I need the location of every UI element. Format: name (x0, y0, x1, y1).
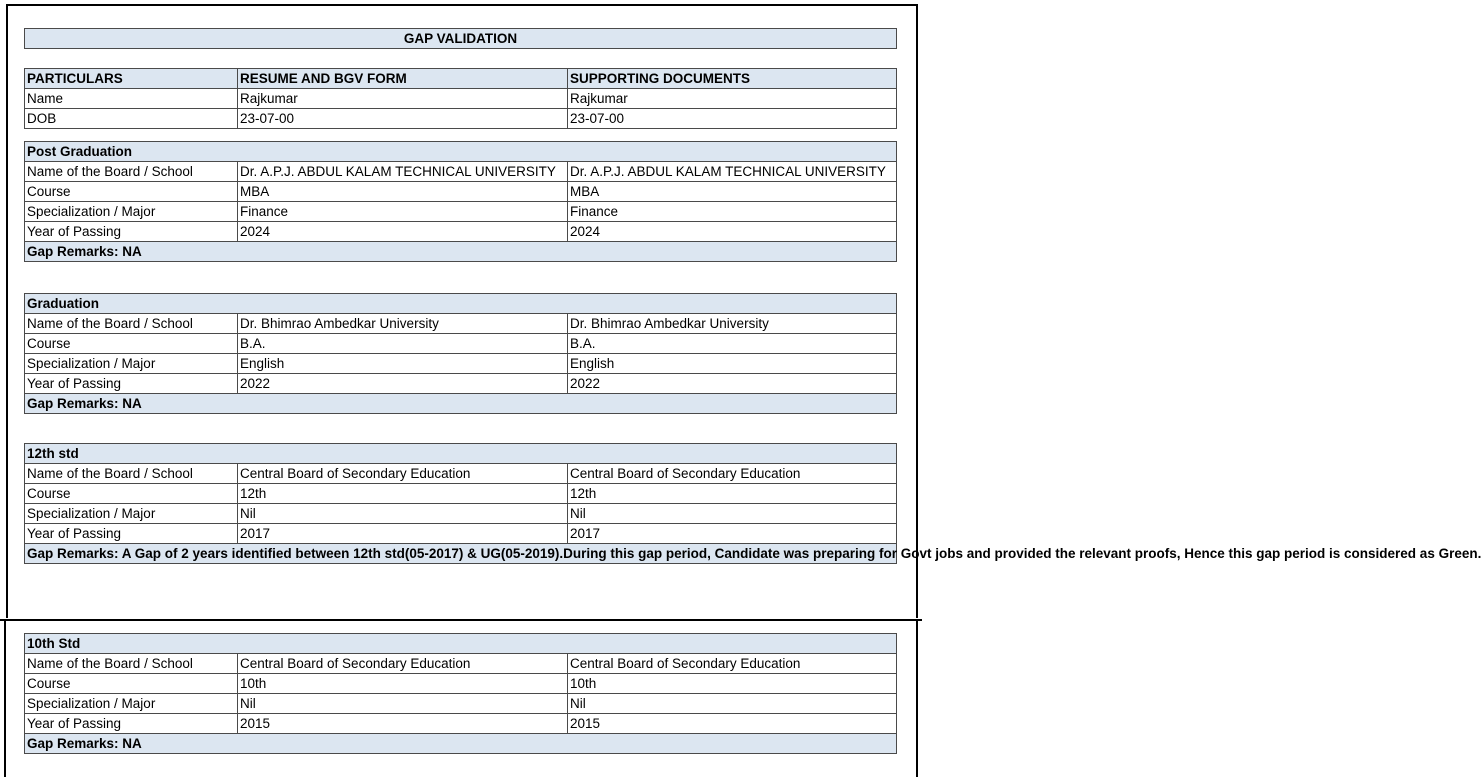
gap-remarks: Gap Remarks: NA (25, 242, 897, 262)
table-row (25, 714, 897, 734)
row-label: Course (25, 674, 238, 694)
resume-value: Central Board of Secondary Education (238, 464, 568, 484)
section-heading: 10th Std (25, 634, 897, 654)
supporting-value: 2017 (568, 524, 897, 544)
table-row (25, 89, 897, 109)
row-label: Name of the Board / School (25, 464, 238, 484)
resume-value: 2015 (238, 714, 568, 734)
supporting-value: Finance (568, 202, 897, 222)
resume-value: Central Board of Secondary Education (238, 654, 568, 674)
supporting-value: 2015 (568, 714, 897, 734)
resume-value: 23-07-00 (238, 109, 568, 129)
gap-remarks: Gap Remarks: NA (25, 734, 897, 754)
resume-value: 10th (238, 674, 568, 694)
header-resume: RESUME AND BGV FORM (238, 69, 568, 89)
supporting-value: Nil (568, 504, 897, 524)
row-label: Name (25, 89, 238, 109)
resume-value: 2024 (238, 222, 568, 242)
table-row (25, 374, 897, 394)
table-row (25, 654, 897, 674)
resume-value: 12th (238, 484, 568, 504)
supporting-value: Central Board of Secondary Education (568, 464, 897, 484)
table-row (25, 504, 897, 524)
section-12th-std (24, 443, 1481, 564)
supporting-value: 10th (568, 674, 897, 694)
table-row (25, 334, 897, 354)
supporting-value: 2024 (568, 222, 897, 242)
section-heading: Graduation (25, 294, 897, 314)
row-label: Year of Passing (25, 374, 238, 394)
supporting-value: Dr. A.P.J. ABDUL KALAM TECHNICAL UNIVERSITY (568, 162, 897, 182)
supporting-value: 12th (568, 484, 897, 504)
supporting-value: English (568, 354, 897, 374)
title-table (24, 28, 897, 49)
row-label: Specialization / Major (25, 354, 238, 374)
table-row (25, 354, 897, 374)
resume-value: B.A. (238, 334, 568, 354)
supporting-value: MBA (568, 182, 897, 202)
section-heading: Post Graduation (25, 142, 897, 162)
resume-value: Dr. A.P.J. ABDUL KALAM TECHNICAL UNIVERSITY (238, 162, 568, 182)
row-label: Year of Passing (25, 714, 238, 734)
gap-remarks: Gap Remarks: A Gap of 2 years identified between 12th std(05-2017) & UG(05-2019).During this gap period, Candidate was preparing for Govt jobs and provided the relevant proofs, Hence this gap period is considered as Green. (25, 544, 897, 564)
row-label: Specialization / Major (25, 202, 238, 222)
supporting-value: 2022 (568, 374, 897, 394)
resume-value: English (238, 354, 568, 374)
table-row (25, 524, 897, 544)
table-row (25, 182, 897, 202)
table-row (25, 464, 897, 484)
table-row (25, 202, 897, 222)
row-label: Course (25, 182, 238, 202)
section-graduation (24, 293, 897, 414)
row-label: Course (25, 334, 238, 354)
header-particulars: PARTICULARS (25, 69, 238, 89)
gap-remarks: Gap Remarks: NA (25, 394, 897, 414)
row-label: Course (25, 484, 238, 504)
resume-value: Finance (238, 202, 568, 222)
resume-value: 2017 (238, 524, 568, 544)
header-supporting: SUPPORTING DOCUMENTS (568, 69, 897, 89)
table-row (25, 314, 897, 334)
particulars-table (24, 68, 897, 129)
section-heading: 12th std (25, 444, 897, 464)
table-row (25, 222, 897, 242)
frame-left-border (4, 619, 6, 777)
supporting-value: B.A. (568, 334, 897, 354)
resume-value: 2022 (238, 374, 568, 394)
row-label: Specialization / Major (25, 504, 238, 524)
resume-value: Rajkumar (238, 89, 568, 109)
section-post-graduation (24, 141, 897, 262)
table-row (25, 484, 897, 504)
row-label: Year of Passing (25, 222, 238, 242)
table-row (25, 162, 897, 182)
row-label: Year of Passing (25, 524, 238, 544)
resume-value: Dr. Bhimrao Ambedkar University (238, 314, 568, 334)
row-label: Name of the Board / School (25, 162, 238, 182)
row-label: Name of the Board / School (25, 314, 238, 334)
row-label: Specialization / Major (25, 694, 238, 714)
page-title: GAP VALIDATION (25, 29, 897, 49)
table-row (25, 694, 897, 714)
table-row (25, 109, 897, 129)
supporting-value: Dr. Bhimrao Ambedkar University (568, 314, 897, 334)
table-row (25, 674, 897, 694)
resume-value: MBA (238, 182, 568, 202)
row-label: Name of the Board / School (25, 654, 238, 674)
supporting-value: Central Board of Secondary Education (568, 654, 897, 674)
section-10th-std (24, 633, 897, 754)
supporting-value: Nil (568, 694, 897, 714)
resume-value: Nil (238, 694, 568, 714)
supporting-value: 23-07-00 (568, 109, 897, 129)
supporting-value: Rajkumar (568, 89, 897, 109)
resume-value: Nil (238, 504, 568, 524)
frame-right-border (916, 619, 918, 777)
row-label: DOB (25, 109, 238, 129)
